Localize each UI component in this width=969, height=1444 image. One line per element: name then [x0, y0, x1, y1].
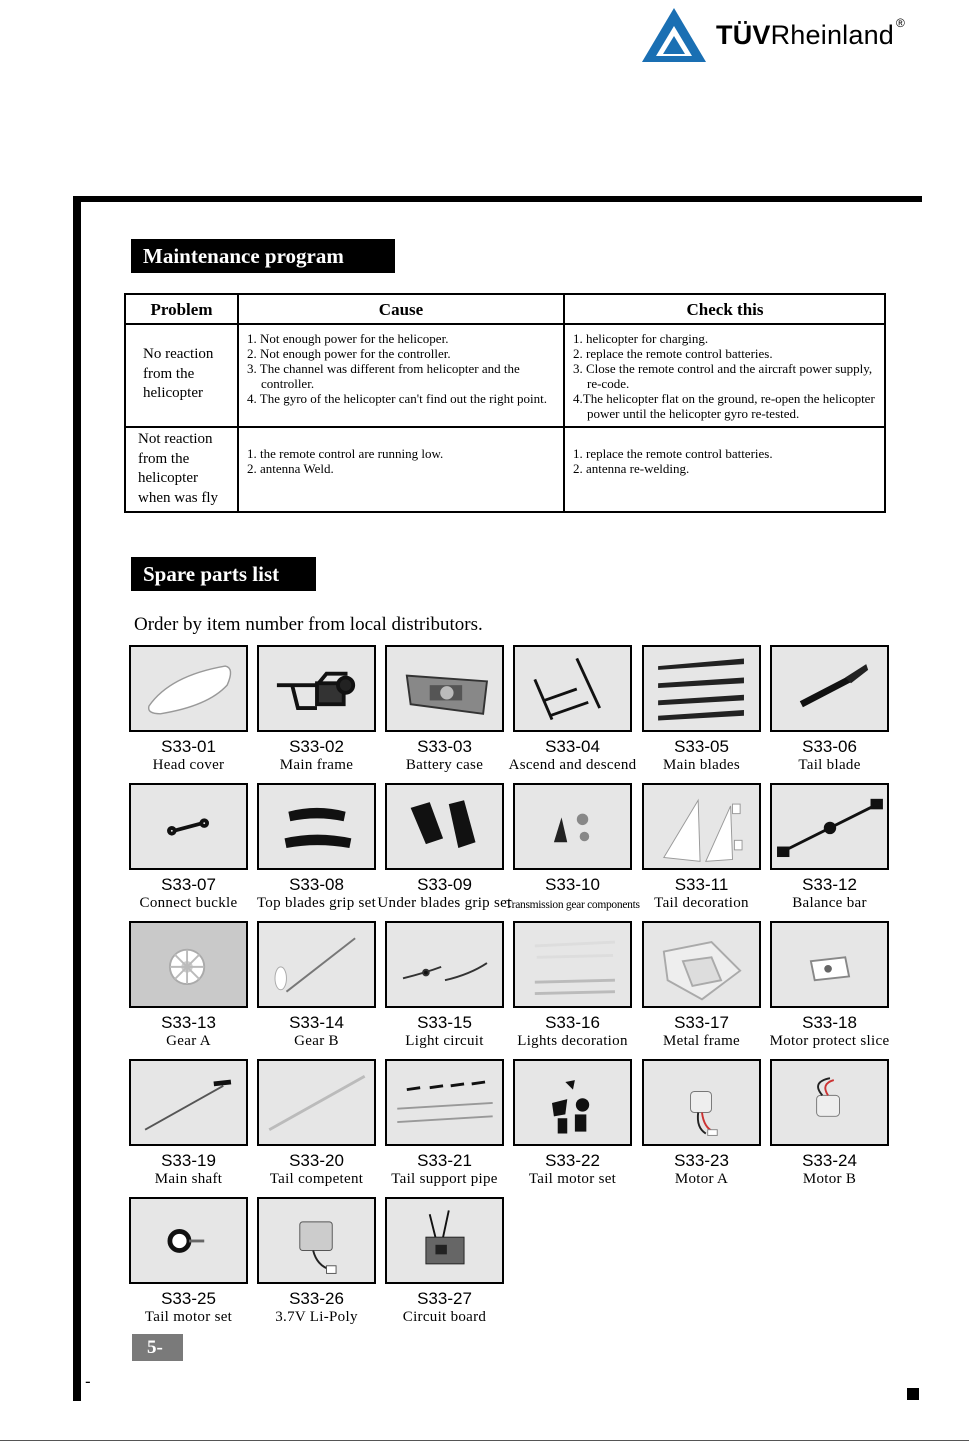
maintenance-title: Maintenance program	[131, 239, 395, 273]
part-name: Gear B	[294, 1033, 339, 1049]
row2-problem: Not reaction from the helicopter when was fly	[138, 431, 218, 506]
part-code: S33-04	[545, 737, 600, 756]
page-frame-top	[73, 196, 922, 202]
motor-protect-image	[770, 921, 889, 1008]
lights-decoration-image	[513, 921, 632, 1008]
header-check: Check this	[686, 300, 764, 319]
part-code: S33-25	[161, 1289, 216, 1308]
row2-checks	[573, 446, 885, 476]
metal-frame-image	[642, 921, 761, 1008]
part-name: Tail competent	[269, 1171, 364, 1187]
maintenance-table	[124, 293, 886, 513]
header-cause: Cause	[378, 300, 424, 319]
light-circuit-image	[385, 921, 504, 1008]
part-code: S33-02	[289, 737, 344, 756]
motor-b-image	[770, 1059, 889, 1146]
page-frame-left	[73, 196, 81, 1401]
part-code: S33-05	[674, 737, 729, 756]
part-code: S33-08	[289, 875, 344, 894]
landing-skid-image	[513, 645, 632, 732]
list-item: 1. helicopter for charging.	[573, 331, 709, 346]
part-name: Head cover	[152, 757, 225, 773]
list-item: 2. antenna Weld.	[247, 461, 334, 476]
gears-image	[513, 783, 632, 870]
part-code: S33-27	[417, 1289, 472, 1308]
part-code: S33-10	[545, 875, 600, 894]
part-name: Lights decoration	[517, 1033, 628, 1049]
under-grip-image	[385, 783, 504, 870]
head-cover-image	[129, 645, 248, 732]
part-code: S33-12	[802, 875, 857, 894]
order-instruction: Order by item number from local distributors.	[134, 614, 483, 635]
list-item: 3. The channel was different from helicopter and the controller.	[247, 361, 520, 391]
part-code: S33-18	[802, 1013, 857, 1032]
main-blades-image	[642, 645, 761, 732]
list-item: 4.The helicopter flat on the ground, re-open the helicopter power until the helicopter gyro re-tested.	[573, 391, 875, 421]
balance-bar-image	[770, 783, 889, 870]
tail-blade-image	[770, 645, 889, 732]
gear-b-image	[257, 921, 376, 1008]
footer-dash: -	[85, 1372, 91, 1391]
part-name: Tail support pipe	[391, 1171, 498, 1187]
part-name: Tail blade	[798, 757, 861, 773]
list-item: 1. Not enough power for the helicoper.	[247, 331, 449, 346]
part-name: Balance bar	[792, 895, 867, 911]
tuv-triangle-icon	[640, 6, 708, 64]
tail-motor-set-image	[513, 1059, 632, 1146]
part-name: Battery case	[405, 757, 484, 773]
list-item: 4. The gyro of the helicopter can't find out the right point.	[247, 391, 547, 406]
part-code: S33-09	[417, 875, 472, 894]
part-name: Tail decoration	[654, 895, 749, 911]
tuv-rheinland-logo	[640, 6, 960, 64]
part-code: S33-16	[545, 1013, 600, 1032]
part-code: S33-06	[802, 737, 857, 756]
part-name: Motor B	[802, 1171, 857, 1187]
part-name: Main frame	[279, 757, 354, 773]
part-name: Tail motor set	[528, 1171, 617, 1187]
footer-square	[907, 1388, 919, 1400]
part-code: S33-03	[417, 737, 472, 756]
gear-a-image	[129, 921, 248, 1008]
list-item: 2. replace the remote control batteries.	[573, 346, 773, 361]
page-number: 5-	[132, 1334, 183, 1361]
row2-causes	[247, 446, 559, 476]
row1-checks	[573, 331, 885, 421]
part-code: S33-26	[289, 1289, 344, 1308]
part-name: Connect buckle	[139, 895, 238, 911]
tail-pipes-image	[385, 1059, 504, 1146]
part-name: Main shaft	[154, 1171, 223, 1187]
header-problem: Problem	[150, 300, 213, 319]
part-code: S33-21	[417, 1151, 472, 1170]
part-name: Main blades	[662, 757, 741, 773]
row1-problem: No reaction from the helicopter	[143, 346, 214, 401]
part-name: Top blades grip set	[256, 895, 377, 911]
part-code: S33-23	[674, 1151, 729, 1170]
battery-image	[257, 1197, 376, 1284]
list-item: 1. the remote control are running low.	[247, 446, 444, 461]
part-name: Circuit board	[402, 1309, 487, 1325]
part-code: S33-01	[161, 737, 216, 756]
main-shaft-image	[129, 1059, 248, 1146]
list-item: 2. Not enough power for the controller.	[247, 346, 451, 361]
part-code: S33-13	[161, 1013, 216, 1032]
battery-case-image	[385, 645, 504, 732]
circuit-board-image	[385, 1197, 504, 1284]
part-name: Light circuit	[405, 1033, 484, 1049]
row1-causes	[247, 331, 559, 406]
part-name: Gear A	[166, 1033, 211, 1049]
connect-buckle-image	[129, 783, 248, 870]
list-item: 2. antenna re-welding.	[573, 461, 690, 476]
part-name: Tail motor set	[144, 1309, 233, 1325]
part-code: S33-19	[161, 1151, 216, 1170]
part-code: S33-14	[289, 1013, 344, 1032]
bottom-rule	[0, 1440, 969, 1441]
spare-parts-title: Spare parts list	[131, 557, 316, 591]
list-item: 3. Close the remote control and the aircraft power supply, re-code.	[573, 361, 873, 391]
tail-decoration-image	[642, 783, 761, 870]
part-name: Transmission gear components	[505, 899, 640, 911]
part-name: Ascend and descend	[508, 757, 637, 773]
part-name: Metal frame	[662, 1033, 740, 1049]
part-name: Under blades grip set	[377, 895, 512, 911]
part-code: S33-15	[417, 1013, 472, 1032]
part-code: S33-07	[161, 875, 216, 894]
part-name: Motor A	[674, 1171, 729, 1187]
part-code: S33-20	[289, 1151, 344, 1170]
part-code: S33-11	[674, 875, 729, 894]
part-code: S33-17	[674, 1013, 729, 1032]
top-grip-image	[257, 783, 376, 870]
tail-rod-image	[257, 1059, 376, 1146]
part-code: S33-24	[802, 1151, 857, 1170]
part-code: S33-22	[545, 1151, 600, 1170]
part-name: 3.7V Li-Poly	[275, 1309, 358, 1325]
tail-motor-image	[129, 1197, 248, 1284]
motor-a-image	[642, 1059, 761, 1146]
part-name: Motor protect slice	[769, 1033, 890, 1049]
main-frame-image	[257, 645, 376, 732]
list-item: 1. replace the remote control batteries.	[573, 446, 773, 461]
logo-wordmark: TÜVRheinland ®	[716, 16, 906, 50]
